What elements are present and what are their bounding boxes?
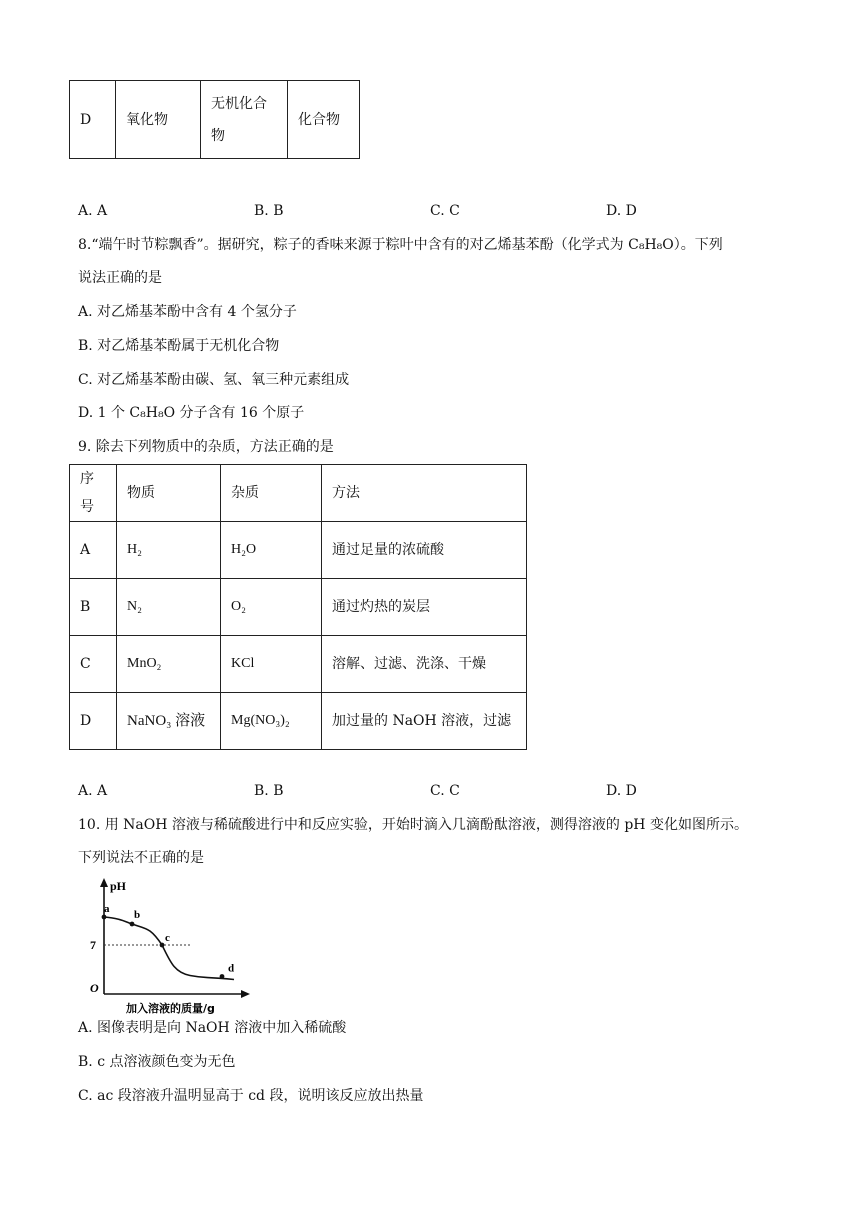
x-axis-label: 加入溶液的质量/g [126, 1002, 215, 1015]
row-impurity: O₂ [221, 579, 322, 636]
point-a [102, 915, 107, 920]
row-impurity: H₂O [221, 522, 322, 579]
origin-label: O [90, 981, 99, 995]
q8-option-c: C. 对乙烯基苯酚由碳、氢、氧三种元素组成 [78, 372, 350, 388]
row-id: A [70, 522, 117, 579]
point-label-b: b [134, 909, 141, 921]
row-id: D [70, 693, 117, 750]
x-axis-arrow [241, 990, 250, 998]
table-cell: 化合物 [288, 81, 360, 159]
row-method: 溶解、过滤、洗涤、干燥 [322, 636, 527, 693]
row-method: 加过量的 NaOH 溶液，过滤 [322, 693, 527, 750]
q7-option-a: A. A [78, 203, 108, 219]
table-row [70, 636, 527, 693]
row-method: 通过足量的浓硫酸 [322, 522, 527, 579]
q10-option-a: A. 图像表明是向 NaOH 溶液中加入稀硫酸 [78, 1020, 347, 1036]
point-label-d: d [228, 962, 235, 975]
row-id: C [70, 636, 117, 693]
q7-option-b: B. B [254, 203, 284, 219]
point-label-c: c [165, 932, 170, 944]
point-b [130, 922, 135, 927]
q10-option-b: B. c 点溶液颜色变为无色 [78, 1054, 236, 1070]
y-tick-label: 7 [90, 938, 96, 952]
q8-option-b: B. 对乙烯基苯酚属于无机化合物 [78, 338, 280, 354]
q10-stem-line2: 下列说法不正确的是 [78, 850, 204, 866]
table-cell: 氧化物 [116, 81, 201, 159]
table-header: 杂质 [221, 465, 322, 522]
row-substance: NaNO₃ 溶液 [117, 693, 221, 750]
point-c [160, 943, 165, 948]
row-substance: MnO₂ [117, 636, 221, 693]
point-d [220, 974, 225, 979]
row-substance: H₂ [117, 522, 221, 579]
table-cell: D [70, 81, 116, 159]
y-axis-arrow [100, 878, 108, 887]
q7-option-c: C. C [430, 203, 460, 219]
table-header: 方法 [322, 465, 527, 522]
table-row [70, 579, 527, 636]
q7-table-row-d [69, 80, 360, 159]
table-row [70, 693, 527, 750]
q9-option-d: D. D [606, 783, 637, 799]
row-impurity: Mg(NO₃)₂ [221, 693, 322, 750]
q10-stem-line1: 10. 用 NaOH 溶液与稀硫酸进行中和反应实验，开始时滴入几滴酚酞溶液，测得溶液的 pH 变化如图所示。 [78, 817, 748, 833]
q8-stem-line2: 说法正确的是 [78, 270, 162, 286]
ph-curve [104, 917, 234, 980]
q8-stem-line1: 8.“端午时节粽飘香”。据研究，粽子的香味来源于粽叶中含有的对乙烯基苯酚（化学式为 C₈H₈O）。下列 [78, 237, 723, 253]
q8-option-d: D. 1 个 C₈H₈O 分子含有 16 个原子 [78, 405, 305, 421]
row-id: B [70, 579, 117, 636]
q9-option-c: C. C [430, 783, 460, 799]
table-header: 序号 [70, 465, 117, 522]
q9-table [69, 464, 527, 750]
table-cell: 无机化合物 [201, 81, 288, 159]
point-label-a: a [104, 903, 110, 915]
y-axis-label: pH [110, 879, 127, 893]
q9-option-b: B. B [254, 783, 284, 799]
ph-chart [86, 876, 256, 1016]
table-row [70, 522, 527, 579]
row-substance: N₂ [117, 579, 221, 636]
q8-option-a: A. 对乙烯基苯酚中含有 4 个氢分子 [78, 304, 297, 320]
row-method: 通过灼热的炭层 [322, 579, 527, 636]
q9-stem: 9. 除去下列物质中的杂质，方法正确的是 [78, 439, 334, 455]
q10-option-c: C. ac 段溶液升温明显高于 cd 段，说明该反应放出热量 [78, 1088, 424, 1104]
q7-option-d: D. D [606, 203, 637, 219]
row-impurity: KCl [221, 636, 322, 693]
table-header: 物质 [117, 465, 221, 522]
q9-option-a: A. A [78, 783, 108, 799]
